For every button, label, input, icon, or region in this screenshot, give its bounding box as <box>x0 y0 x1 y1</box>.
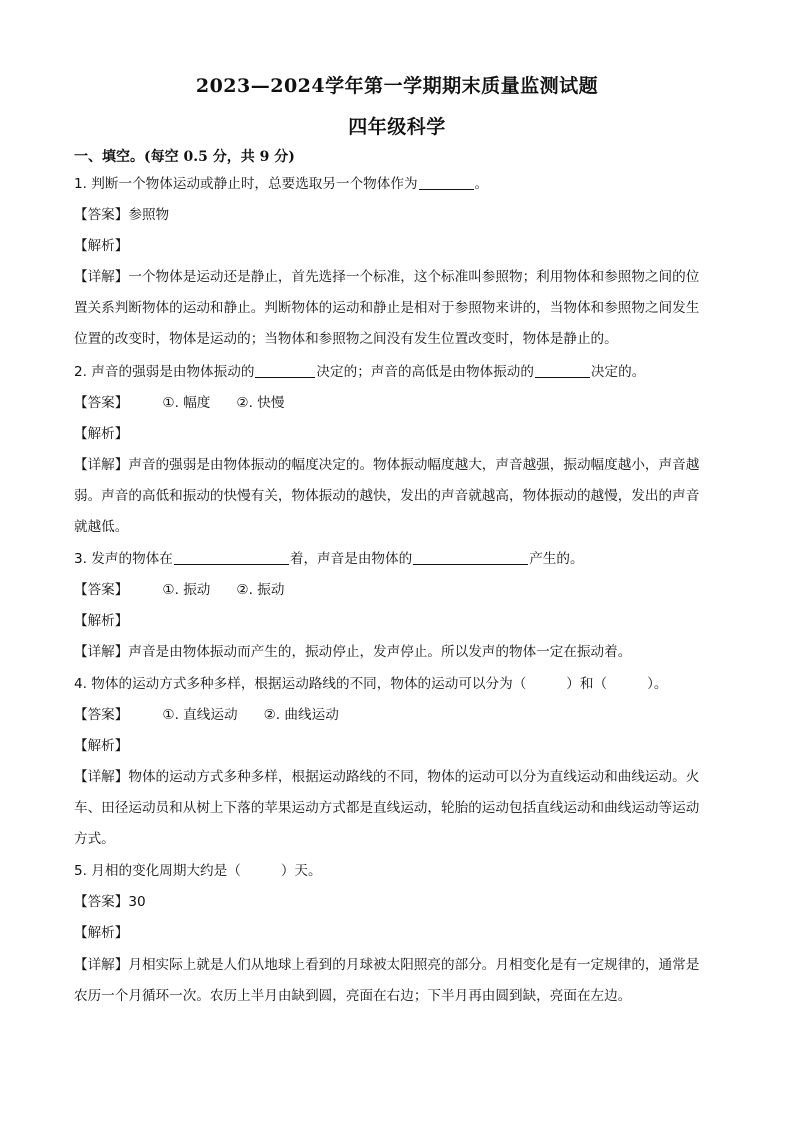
detail-text: 声音是由物体振动而产生的，振动停止，发声停止。所以发声的物体一定在振动着。 <box>128 644 632 660</box>
detail-label: 【详解】 <box>74 644 129 660</box>
detail-1-line-3: 位置的改变时，物体是运动的；当物体和参照物之间没有发生位置改变时，物体是静止的。 <box>74 331 618 347</box>
detail-label: 【详解】 <box>74 769 129 785</box>
question-4-text-mid: ）和（ <box>566 676 608 692</box>
circled-number: ① <box>162 395 175 411</box>
answer-blank <box>255 363 315 378</box>
circled-number: ② <box>263 707 276 723</box>
detail-label: 【详解】 <box>74 269 129 285</box>
detail-5-line-1 <box>74 956 724 974</box>
circled-number: ① <box>162 582 175 598</box>
answer-label: 【答案】 <box>74 207 129 223</box>
answer-2-part-1 <box>162 394 210 412</box>
detail-4-line-3: 方式。 <box>74 831 115 847</box>
question-5 <box>74 862 724 880</box>
detail-3-line-1 <box>74 643 724 661</box>
answer-3 <box>74 581 724 599</box>
question-5-text: 5. 月相的变化周期大约是（ <box>74 863 241 879</box>
question-3-text-end: 产生的。 <box>529 551 584 567</box>
detail-4-line-2: 车、田径运动员和从树上下落的苹果运动方式都是直线运动，轮胎的运动包括直线运动和曲线运动等运动 <box>74 800 700 816</box>
answer-label: 【答案】 <box>74 894 129 910</box>
detail-text: 物体的运动方式多种多样，根据运动路线的不同，物体的运动可以分为直线运动和曲线运动。火 <box>128 769 700 785</box>
detail-label: 【详解】 <box>74 957 129 973</box>
answer-value: . 幅度 <box>174 395 211 411</box>
section-heading: 一、填空。(每空 0.5 分，共 9 分) <box>74 149 295 165</box>
answer-label: 【答案】 <box>74 582 129 598</box>
detail-2-line-1 <box>74 456 724 474</box>
circled-number: ① <box>162 707 175 723</box>
detail-4-line-1 <box>74 768 724 786</box>
question-2 <box>74 363 724 381</box>
detail-1-line-1 <box>74 268 724 286</box>
question-1 <box>74 175 724 193</box>
detail-2-line-3: 就越低。 <box>74 519 129 535</box>
question-3-text: 3. 发声的物体在 <box>74 551 173 567</box>
circled-number: ② <box>236 582 249 598</box>
analysis-2: 【解析】 <box>74 426 129 442</box>
answer-2-part-2 <box>236 394 284 412</box>
answer-blank <box>413 550 528 565</box>
detail-1-line-2: 置关系判断物体的运动和静止。判断物体的运动和静止是相对于参照物来讲的，当物体和参照物之间发生 <box>74 300 700 316</box>
analysis-5: 【解析】 <box>74 925 129 941</box>
answer-4-part-1 <box>162 706 237 724</box>
answer-3-part-2 <box>236 581 284 599</box>
answer-1-value: 参照物 <box>128 207 170 223</box>
detail-text: 一个物体是运动还是静止，首先选择一个标准，这个标准叫参照物；利用物体和参照物之间的位 <box>128 269 700 285</box>
question-3-text-mid: 着，声音是由物体的 <box>289 551 413 567</box>
analysis-1: 【解析】 <box>74 238 129 254</box>
answer-1 <box>74 206 724 224</box>
answer-5-value: 30 <box>128 894 146 910</box>
question-1-suffix: 。 <box>474 176 489 192</box>
answer-blank <box>535 363 590 378</box>
detail-text: 月相实际上就是人们从地球上看到的月球被太阳照亮的部分。月相变化是有一定规律的，通常是 <box>128 957 700 973</box>
detail-label: 【详解】 <box>74 457 129 473</box>
answer-label: 【答案】 <box>74 707 129 723</box>
answer-value: . 振动 <box>248 582 285 598</box>
question-2-text-mid: 决定的；声音的高低是由物体振动的 <box>316 364 534 380</box>
answer-3-part-1 <box>162 581 210 599</box>
question-2-text-end: 决定的。 <box>590 364 646 380</box>
question-5-text-end: ）天。 <box>280 863 322 879</box>
question-4-text-end: ）。 <box>647 676 668 692</box>
detail-text: 声音的强弱是由物体振动的幅度决定的。物体振动幅度越大，声音越强，振动幅度越小，声音越 <box>128 457 700 473</box>
answer-value: . 直线运动 <box>174 707 238 723</box>
circled-number: ② <box>236 395 249 411</box>
answer-label: 【答案】 <box>74 395 129 411</box>
analysis-3: 【解析】 <box>74 613 129 629</box>
exam-subtitle: 四年级科学 <box>348 116 446 138</box>
analysis-4: 【解析】 <box>74 738 129 754</box>
answer-blank <box>174 550 289 565</box>
answer-2 <box>74 394 724 412</box>
detail-5-line-2: 农历一个月循环一次。农历上半月由缺到圆，亮面在右边；下半月再由圆到缺，亮面在左边。 <box>74 988 632 1004</box>
question-4-text: 4. 物体的运动方式多种多样，根据运动路线的不同，物体的运动可以分为（ <box>74 676 527 692</box>
answer-4-part-2 <box>264 706 339 724</box>
answer-blank <box>419 175 474 190</box>
question-1-text: 1. 判断一个物体运动或静止时，总要选取另一个物体作为 <box>74 176 418 192</box>
answer-5 <box>74 893 724 911</box>
question-3 <box>74 550 724 568</box>
detail-2-line-2: 弱。声音的高低和振动的快慢有关，物体振动的越快，发出的声音就越高，物体振动的越慢，发出的声音 <box>74 488 700 504</box>
exam-title: 2023—2024学年第一学期期末质量监测试题 <box>195 75 599 97</box>
answer-value: . 曲线运动 <box>275 707 339 723</box>
answer-4 <box>74 706 724 724</box>
question-2-text: 2. 声音的强弱是由物体振动的 <box>74 364 255 380</box>
answer-value: . 快慢 <box>248 395 285 411</box>
question-4 <box>74 675 724 693</box>
answer-value: . 振动 <box>174 582 211 598</box>
